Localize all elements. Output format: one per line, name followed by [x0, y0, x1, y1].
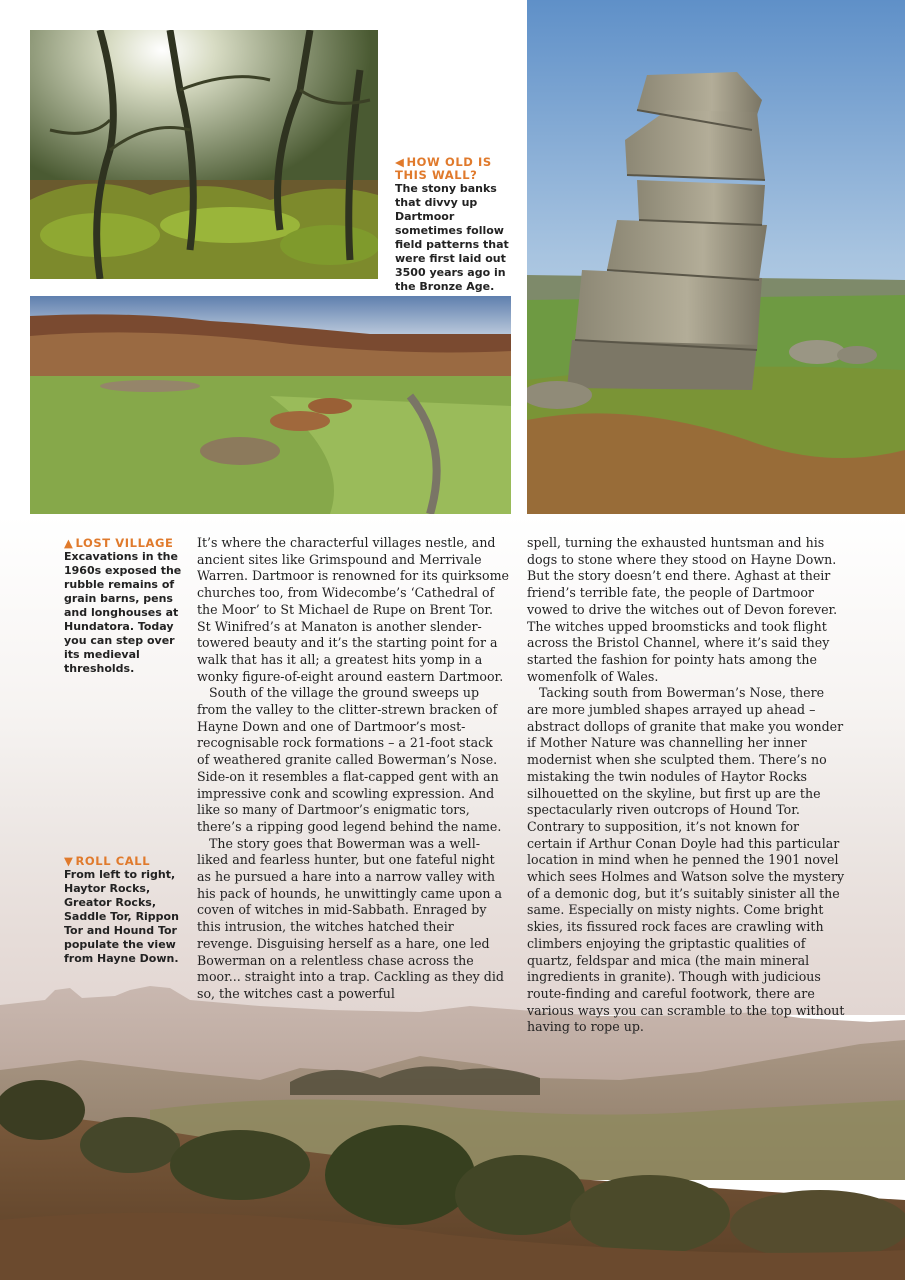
caption-text: Excavations in the 1960s exposed the rubble remains of grain barns, pens and longhouses at Hundatora. Today you can step over its medieval thresholds.	[64, 550, 182, 675]
paragraph: The story goes that Bowerman was a well-liked and fearless hunter, but one fateful night as he pursued a hare into a narrow valley with his pack of hounds, he unwittingly came upon a coven of witches in mid-Sabbath. Enraged by this intrusion, the witches hatched their revenge. Disguising herself as a hare, one led Bowerman on a relentless chase across the moor... straight into a trap. Cackling as they did so, the witches cast a powerful	[197, 835, 504, 1001]
caption-heading	[395, 156, 495, 182]
caption-heading-text: HOW OLD IS THIS WALL?	[395, 155, 492, 182]
caption-lost-village	[64, 537, 186, 676]
caption-text: The stony banks that divvy up Dartmoor sometimes follow field patterns that were first laid out 3500 years ago in the Bronze Age.	[395, 182, 509, 293]
arrow-up-icon: ▲	[64, 536, 74, 550]
caption-how-old-is-this-wall	[395, 156, 515, 294]
bowermans-nose-photo	[527, 0, 905, 514]
paragraph: South of the village the ground sweeps up from the valley to the clitter-strewn bracken of Hayne Down and one of Dartmoor’s most-recognisable rock formations – a 21-foot stack of weathered granite called Bowerman’s Nose. Side-on it resembles a flat-capped gent with an impressive conk and scowling expression. And like so many of Dartmoor’s enigmatic tors, there’s a ripping good legend behind the name.	[197, 685, 502, 834]
caption-heading	[64, 855, 186, 868]
caption-heading-text: ROLL CALL	[75, 854, 151, 868]
caption-heading-text: LOST VILLAGE	[75, 536, 174, 550]
caption-heading	[64, 537, 186, 550]
lost-village-photo	[30, 296, 511, 514]
arrow-down-icon: ▼	[64, 854, 74, 868]
caption-roll-call	[64, 855, 186, 966]
paragraph: spell, turning the exhausted huntsman and his dogs to stone where they stood on Hayne Down. But the story doesn’t end there. Aghast at their friend’s terrible fate, the people of Dartmoor vowed to drive the witches out of Devon forever. The witches upped broomsticks and took flight across the Bristol Channel, where it’s said they started the fashion for pointy hats among the womenfolk of Wales.	[527, 535, 838, 684]
mossy-woodland-photo	[30, 30, 378, 279]
article-column-2	[527, 535, 847, 1036]
arrow-left-icon: ◀	[395, 155, 405, 169]
caption-text: From left to right, Haytor Rocks, Greator Rocks, Saddle Tor, Rippon Tor and Hound Tor populate the view from Hayne Down.	[64, 868, 179, 965]
paragraph: Tacking south from Bowerman’s Nose, there are more jumbled shapes arrayed up ahead – abstract dollops of granite that make you wonder if Mother Nature was channelling her inner modernist when she sculpted them. There’s no mistaking the twin nodules of Haytor Rocks silhouetted on the skyline, but first up are the spectacularly riven outcrops of Hound Tor. Contrary to supposition, it’s not known for certain if Arthur Conan Doyle had this particular location in mind when he penned the 1901 novel which sees Holmes and Watson solve the mystery of a demonic dog, but it’s suitably sinister all the same. Especially on misty nights. Come bright skies, its fissured rock faces are crawling with climbers enjoying the griptastic qualities of quartz, feldspar and mica (the main mineral ingredients in granite). Though with judicious route-finding and careful footwork, there are various ways you can scramble to the top without having to rope up.	[527, 685, 845, 1035]
article-column-1	[197, 535, 509, 1003]
paragraph: It’s where the characterful villages nestle, and ancient sites like Grimspound and Merrivale Warren. Dartmoor is renowned for its quirksome churches too, from Widecombe’s ‘Cathedral of the Moor’ to St Michael de Rupe on Brent Tor. St Winifred’s at Manaton is another slender-towered beauty and it’s the starting point for a walk that has it all; a greatest hits yomp in a wonky figure-of-eight around eastern Dartmoor.	[197, 535, 509, 684]
